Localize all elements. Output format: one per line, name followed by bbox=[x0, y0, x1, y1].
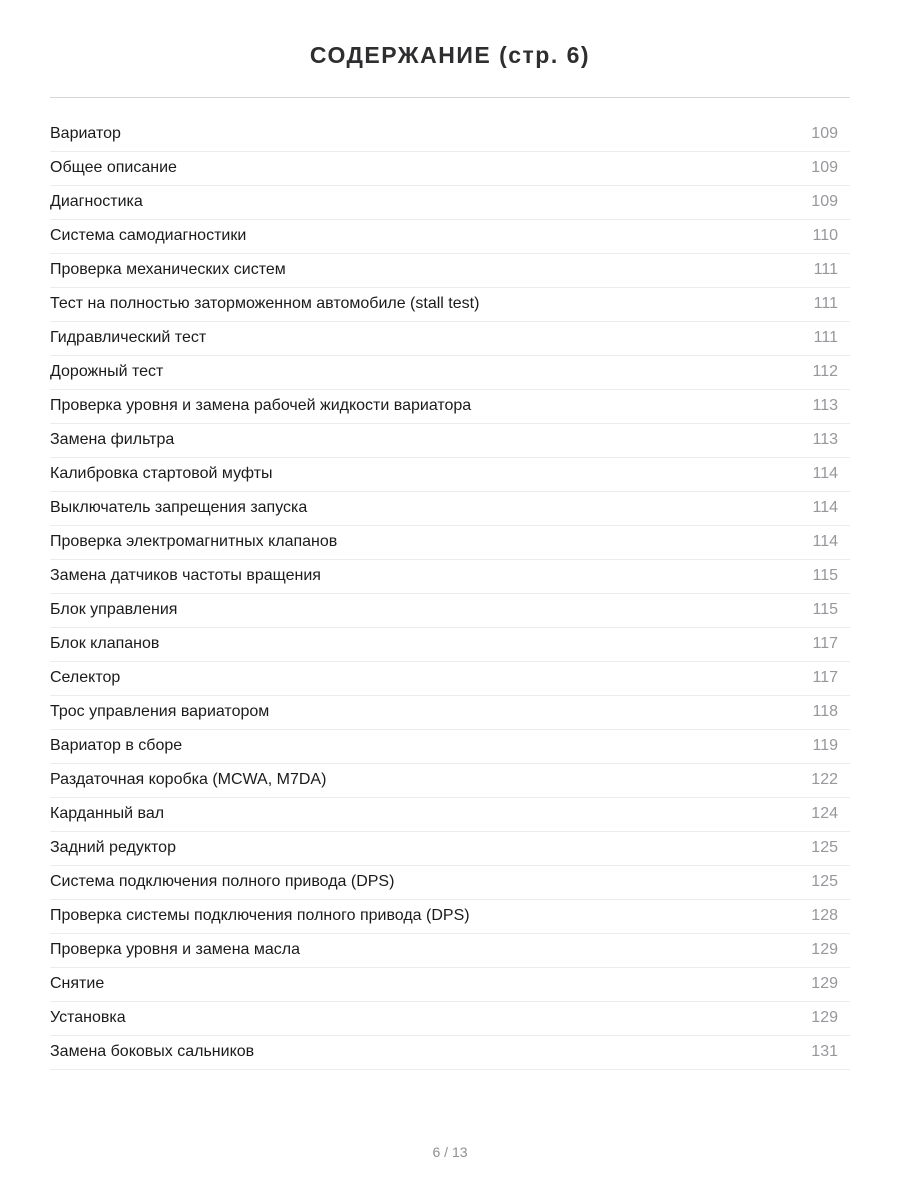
toc-entry-label: Замена боковых сальников bbox=[50, 1043, 255, 1061]
toc-row[interactable] bbox=[50, 390, 850, 424]
toc-row[interactable] bbox=[50, 764, 850, 798]
toc-row[interactable] bbox=[50, 288, 850, 322]
toc-entry-page: 129 bbox=[811, 975, 838, 993]
toc-row[interactable] bbox=[50, 118, 850, 152]
toc-entry-page: 119 bbox=[812, 737, 838, 755]
toc-entry-label: Проверка системы подключения полного привода (DPS) bbox=[50, 907, 470, 925]
toc-entry-label: Проверка уровня и замена рабочей жидкости вариатора bbox=[50, 397, 472, 415]
toc-row[interactable] bbox=[50, 322, 850, 356]
toc-entry-label: Замена датчиков частоты вращения bbox=[50, 567, 321, 585]
toc-entry-label: Снятие bbox=[50, 975, 105, 993]
toc-entry-page: 117 bbox=[812, 669, 838, 687]
toc-row[interactable] bbox=[50, 458, 850, 492]
toc-entry-page: 129 bbox=[811, 1009, 838, 1027]
toc-row[interactable] bbox=[50, 934, 850, 968]
toc-row[interactable] bbox=[50, 628, 850, 662]
page-indicator: 6 / 13 bbox=[432, 1144, 468, 1160]
toc-entry-label: Задний редуктор bbox=[50, 839, 176, 857]
toc-entry-page: 118 bbox=[812, 703, 838, 721]
toc-entry-label: Вариатор в сборе bbox=[50, 737, 183, 755]
toc-row[interactable] bbox=[50, 356, 850, 390]
toc-entry-label: Проверка уровня и замена масла bbox=[50, 941, 300, 959]
toc-row[interactable] bbox=[50, 220, 850, 254]
toc-entry-label: Диагностика bbox=[50, 193, 143, 211]
toc-row[interactable] bbox=[50, 798, 850, 832]
toc-entry-page: 111 bbox=[813, 295, 838, 313]
toc-row[interactable] bbox=[50, 1002, 850, 1036]
toc-entry-label: Тест на полностью заторможенном автомобиле (stall test) bbox=[50, 295, 480, 313]
toc-entry-label: Дорожный тест bbox=[50, 363, 164, 381]
toc-entry-label: Калибровка стартовой муфты bbox=[50, 465, 273, 483]
toc-entry-label: Проверка механических систем bbox=[50, 261, 286, 279]
toc-entry-label: Вариатор bbox=[50, 125, 121, 143]
toc-entry-page: 111 bbox=[813, 329, 838, 347]
toc-entry-page: 109 bbox=[811, 159, 838, 177]
toc-entry-page: 125 bbox=[811, 839, 838, 857]
toc-row[interactable] bbox=[50, 594, 850, 628]
toc-row[interactable] bbox=[50, 152, 850, 186]
toc-entry-label: Установка bbox=[50, 1009, 126, 1027]
toc-entry-label: Система самодиагностики bbox=[50, 227, 247, 245]
toc-entry-page: 114 bbox=[812, 533, 838, 551]
toc-entry-page: 129 bbox=[811, 941, 838, 959]
toc-entry-label: Блок управления bbox=[50, 601, 178, 619]
toc-entry-label: Блок клапанов bbox=[50, 635, 160, 653]
toc-row[interactable] bbox=[50, 560, 850, 594]
toc-list bbox=[50, 98, 850, 1070]
toc-row[interactable] bbox=[50, 526, 850, 560]
toc-entry-page: 128 bbox=[811, 907, 838, 925]
toc-row[interactable] bbox=[50, 186, 850, 220]
toc-entry-page: 109 bbox=[811, 193, 838, 211]
toc-row[interactable] bbox=[50, 492, 850, 526]
toc-row[interactable] bbox=[50, 662, 850, 696]
toc-entry-label: Система подключения полного привода (DPS) bbox=[50, 873, 395, 891]
toc-entry-page: 112 bbox=[812, 363, 838, 381]
toc-entry-label: Трос управления вариатором bbox=[50, 703, 270, 721]
page-title: СОДЕРЖАНИЕ (стр. 6) bbox=[309, 42, 591, 68]
toc-entry-page: 113 bbox=[812, 431, 838, 449]
toc-row[interactable] bbox=[50, 832, 850, 866]
toc-entry-page: 115 bbox=[812, 567, 838, 585]
toc-entry-page: 125 bbox=[811, 873, 838, 891]
toc-entry-page: 131 bbox=[811, 1043, 838, 1061]
toc-entry-page: 110 bbox=[812, 227, 838, 245]
toc-row[interactable] bbox=[50, 866, 850, 900]
toc-row[interactable] bbox=[50, 730, 850, 764]
toc-entry-label: Селектор bbox=[50, 669, 121, 687]
toc-row[interactable] bbox=[50, 254, 850, 288]
toc-entry-page: 111 bbox=[813, 261, 838, 279]
toc-entry-page: 124 bbox=[811, 805, 838, 823]
toc-row[interactable] bbox=[50, 968, 850, 1002]
toc-row[interactable] bbox=[50, 1036, 850, 1070]
toc-row[interactable] bbox=[50, 696, 850, 730]
toc-entry-label: Карданный вал bbox=[50, 805, 165, 823]
toc-entry-label: Замена фильтра bbox=[50, 431, 175, 449]
toc-entry-label: Раздаточная коробка (MCWA, M7DA) bbox=[50, 771, 327, 789]
toc-entry-label: Проверка электромагнитных клапанов bbox=[50, 533, 338, 551]
toc-entry-label: Выключатель запрещения запуска bbox=[50, 499, 308, 517]
toc-entry-page: 114 bbox=[812, 499, 838, 517]
toc-row[interactable] bbox=[50, 900, 850, 934]
toc-entry-page: 115 bbox=[812, 601, 838, 619]
toc-entry-page: 117 bbox=[812, 635, 838, 653]
toc-entry-page: 109 bbox=[811, 125, 838, 143]
toc-entry-page: 114 bbox=[812, 465, 838, 483]
toc-row[interactable] bbox=[50, 424, 850, 458]
toc-entry-page: 113 bbox=[812, 397, 838, 415]
toc-entry-label: Общее описание bbox=[50, 159, 177, 177]
toc-entry-page: 122 bbox=[811, 771, 838, 789]
toc-entry-label: Гидравлический тест bbox=[50, 329, 207, 347]
